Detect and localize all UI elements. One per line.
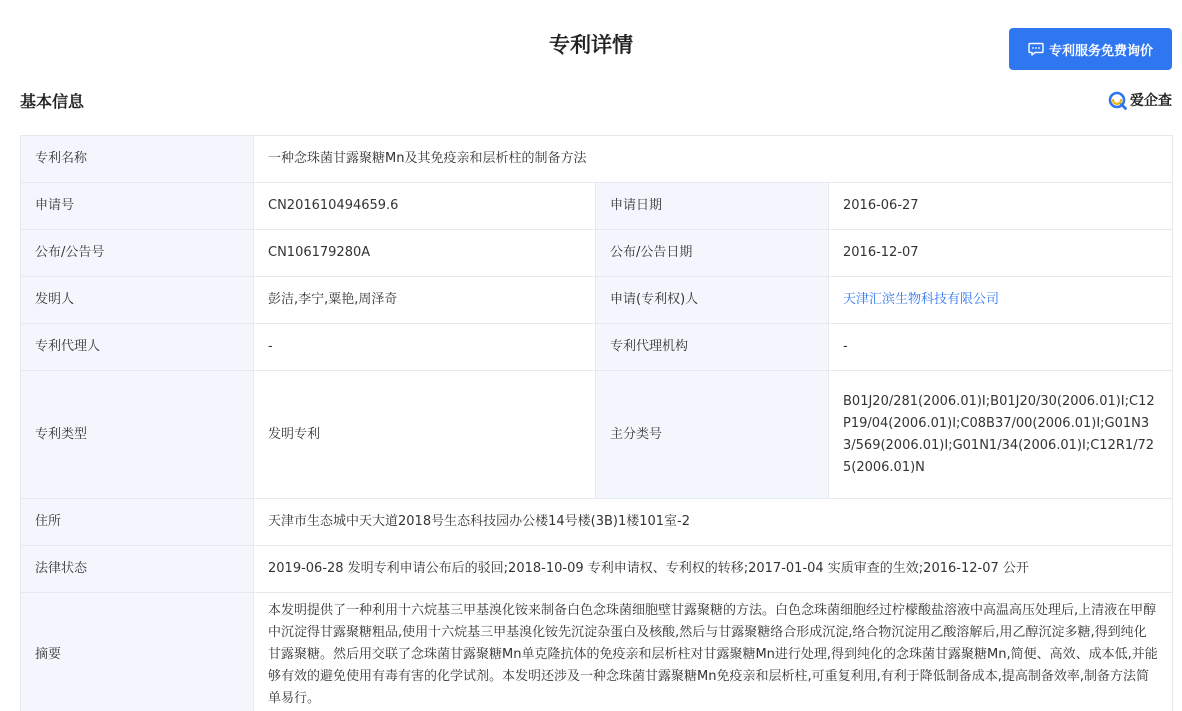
page-title: 专利详情 — [549, 33, 633, 57]
address-label: 住所 — [21, 499, 254, 546]
main-class-value: B01J20/281(2006.01)I;B01J20/30(2006.01)I;C12P19/04(2006.01)I;C08B37/00(2006.01)I;G01N33/569(2006.01)I;G01N1/34(2006.01)I;C12R1/725(2006.01)N — [829, 371, 1173, 499]
table-row — [21, 277, 1173, 324]
patent-type-label: 专利类型 — [21, 371, 254, 499]
application-date-value: 2016-06-27 — [829, 183, 1173, 230]
table-row — [21, 593, 1173, 711]
free-inquiry-label: 专利服务免费询价 — [1048, 43, 1153, 59]
table-row — [21, 546, 1173, 593]
abstract-label: 摘要 — [21, 593, 254, 711]
patent-name-label: 专利名称 — [21, 136, 254, 183]
publication-number-label: 公布/公告号 — [21, 230, 254, 277]
legal-status-label: 法律状态 — [21, 546, 254, 593]
table-row — [21, 499, 1173, 546]
brand — [1108, 90, 1172, 112]
legal-status-value: 2019-06-28 发明专利申请公布后的驳回;2018-10-09 专利申请权、专利权的转移;2017-01-04 实质审查的生效;2016-12-07 公开 — [254, 546, 1173, 593]
main-class-label: 主分类号 — [596, 371, 829, 499]
applicant-cell — [829, 277, 1173, 324]
section-title-basic-info: 基本信息 — [20, 92, 85, 111]
free-inquiry-button[interactable] — [1009, 28, 1172, 70]
abstract-value: 本发明提供了一种利用十六烷基三甲基溴化铵来制备白色念珠菌细胞壁甘露聚糖的方法。白色念珠菌细胞经过柠檬酸盐溶液中高温高压处理后,上清液在甲醇中沉淀得甘露聚糖粗品,使用十六烷基三甲基溴化铵先沉淀杂蛋白及核酸,然后与甘露聚糖络合形成沉淀,络合物沉淀用乙酸溶解后,用乙醇沉淀多糖,得到纯化甘露聚糖。然后用交联了念珠菌甘露聚糖Mn单克隆抗体的免疫亲和层析柱对甘露聚糖Mn进行处理,得到纯化的念珠菌甘露聚糖Mn,简便、高效、成本低,并能够有效的避免使用有毒有害的化学试剂。本发明还涉及一种念珠菌甘露聚糖Mn免疫亲和层析柱,可重复利用,有利于降低制备成本,提高制备效率,制备方法简单易行。 — [254, 593, 1173, 711]
application-date-label: 申请日期 — [596, 183, 829, 230]
patent-type-value: 发明专利 — [254, 371, 596, 499]
patent-agency-value: - — [829, 324, 1173, 371]
applicant-label: 申请(专利权)人 — [596, 277, 829, 324]
patent-name-value: 一种念珠菌甘露聚糖Mn及其免疫亲和层析柱的制备方法 — [254, 136, 1173, 183]
chat-icon — [1028, 42, 1044, 56]
table-row — [21, 230, 1173, 277]
application-number-value: CN201610494659.6 — [254, 183, 596, 230]
table-row — [21, 324, 1173, 371]
address-value: 天津市生态城中天大道2018号生态科技园办公楼14号楼(3B)1楼101室-2 — [254, 499, 1173, 546]
table-row — [21, 136, 1173, 183]
publication-date-value: 2016-12-07 — [829, 230, 1173, 277]
patent-agent-label: 专利代理人 — [21, 324, 254, 371]
patent-agent-value: - — [254, 324, 596, 371]
publication-date-label: 公布/公告日期 — [596, 230, 829, 277]
table-row — [21, 183, 1173, 230]
application-number-label: 申请号 — [21, 183, 254, 230]
table-row — [21, 371, 1173, 499]
patent-info-table — [20, 135, 1173, 711]
applicant-link[interactable]: 天津汇滨生物科技有限公司 — [843, 292, 1000, 307]
inventor-value: 彭洁,李宁,粟艳,周泽奇 — [254, 277, 596, 324]
patent-agency-label: 专利代理机构 — [596, 324, 829, 371]
aiqicha-logo-icon — [1108, 91, 1128, 111]
inventor-label: 发明人 — [21, 277, 254, 324]
publication-number-value: CN106179280A — [254, 230, 596, 277]
brand-name: 爱企查 — [1130, 93, 1172, 109]
